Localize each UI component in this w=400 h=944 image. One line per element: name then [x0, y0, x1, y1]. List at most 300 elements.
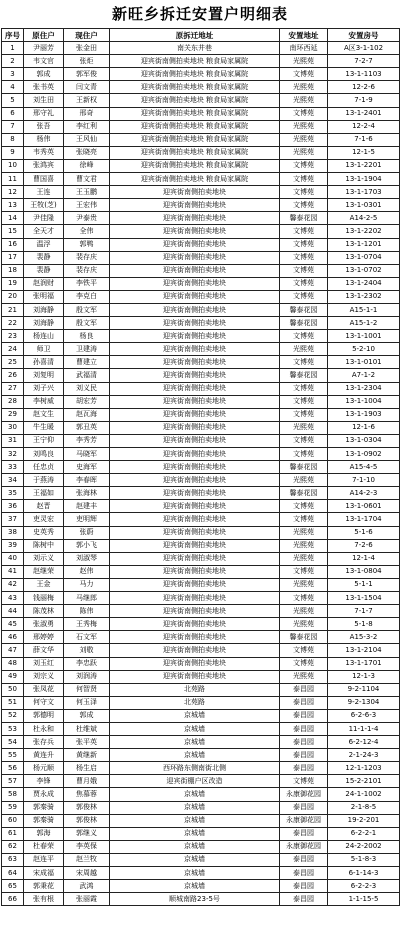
table-row [2, 644, 400, 657]
table-row [2, 120, 400, 133]
cell-current-resident: 赵伟 [64, 565, 110, 578]
cell-original-address: 迎宾街南侧拍卖地块 [110, 592, 280, 605]
cell-index: 41 [2, 565, 24, 578]
cell-room-number: 5-1-8-3 [328, 853, 400, 866]
cell-room-number: 5-1-8 [328, 618, 400, 631]
table-row [2, 277, 400, 290]
cell-original-address: 迎宾街南侧拍卖地块 [110, 500, 280, 513]
cell-original-address: 迎宾街南侧拍卖地块 粮食局家属院 [110, 120, 280, 133]
cell-original-resident: 邢婷婷 [24, 631, 64, 644]
cell-original-address: 迎宾街南侧拍卖地块 [110, 317, 280, 330]
cell-resettlement-address: 光熙苑 [280, 605, 328, 618]
cell-resettlement-address: 泰昌园 [280, 749, 328, 762]
cell-current-resident: 卫建涛 [64, 343, 110, 356]
cell-original-resident: 刘海静 [24, 317, 64, 330]
cell-original-address: 迎宾街南侧拍卖地块 [110, 513, 280, 526]
cell-room-number: 13-1-0101 [328, 356, 400, 369]
cell-resettlement-address: 泰昌园 [280, 867, 328, 880]
cell-original-resident: 钱丽梅 [24, 592, 64, 605]
cell-original-resident: 李锋 [24, 775, 64, 788]
cell-resettlement-address: 馨泰花园 [280, 461, 328, 474]
cell-original-resident: 刘宗义 [24, 670, 64, 683]
cell-current-resident: 马晓军 [64, 448, 110, 461]
cell-room-number: A14-2-5 [328, 212, 400, 225]
cell-room-number: 19-2-201 [328, 814, 400, 827]
cell-resettlement-address: 泰昌园 [280, 762, 328, 775]
cell-original-resident: 温浮 [24, 238, 64, 251]
cell-index: 24 [2, 343, 24, 356]
table-row [2, 186, 400, 199]
cell-current-resident: 何智贤 [64, 683, 110, 696]
cell-original-address: 京城墙 [110, 736, 280, 749]
table-row [2, 631, 400, 644]
cell-resettlement-address: 馨泰花园 [280, 369, 328, 382]
cell-resettlement-address: 文博苑 [280, 434, 328, 447]
cell-resettlement-address: 光熙苑 [280, 94, 328, 107]
cell-original-address: 迎宾街南侧拍卖地块 [110, 644, 280, 657]
cell-original-address: 京城墙 [110, 788, 280, 801]
cell-resettlement-address: 文博苑 [280, 277, 328, 290]
cell-resettlement-address: 文博苑 [280, 500, 328, 513]
cell-room-number: 12-1-6 [328, 421, 400, 434]
cell-room-number: 13-1-2202 [328, 225, 400, 238]
cell-room-number: 13-1-1201 [328, 238, 400, 251]
cell-room-number: 7-1-10 [328, 474, 400, 487]
cell-index: 57 [2, 775, 24, 788]
cell-room-number: 6-2-12-4 [328, 736, 400, 749]
cell-original-resident: 孙喜清 [24, 356, 64, 369]
cell-current-resident: 郭军俊 [64, 68, 110, 81]
cell-original-resident: 黄连升 [24, 749, 64, 762]
table-row [2, 840, 400, 853]
table-row [2, 500, 400, 513]
cell-current-resident: 杜维斌 [64, 722, 110, 735]
cell-resettlement-address: 光熙苑 [280, 578, 328, 591]
cell-current-resident: 李铁平 [64, 277, 110, 290]
cell-index: 19 [2, 277, 24, 290]
cell-index: 37 [2, 513, 24, 526]
cell-resettlement-address: 文博苑 [280, 356, 328, 369]
cell-current-resident: 李英保 [64, 840, 110, 853]
table-row [2, 382, 400, 395]
cell-room-number: 9-2-1304 [328, 696, 400, 709]
cell-original-address: 迎宾街南侧拍卖地块 [110, 251, 280, 264]
cell-resettlement-address: 泰昌园 [280, 801, 328, 814]
cell-room-number: 7-1-6 [328, 133, 400, 146]
cell-original-address: 迎宾街南侧拍卖地块 粮食局家属院 [110, 133, 280, 146]
cell-original-address: 迎宾街南侧拍卖地块 粮食局家属院 [110, 107, 280, 120]
cell-resettlement-address: 文博苑 [280, 68, 328, 81]
cell-room-number: 15-2-2101 [328, 775, 400, 788]
cell-resettlement-address: 光熙苑 [280, 343, 328, 356]
cell-resettlement-address: 光熙苑 [280, 421, 328, 434]
cell-original-address: 京城墙 [110, 801, 280, 814]
cell-room-number: 7-1-7 [328, 605, 400, 618]
cell-resettlement-address: 文博苑 [280, 173, 328, 186]
table-row [2, 592, 400, 605]
cell-original-resident: 李树威 [24, 395, 64, 408]
cell-room-number: 13-1-2104 [328, 644, 400, 657]
table-row [2, 578, 400, 591]
cell-current-resident: 杨生启 [64, 762, 110, 775]
cell-index: 26 [2, 369, 24, 382]
table-row [2, 722, 400, 735]
cell-original-address: 迎宾街南侧拍卖地块 [110, 618, 280, 631]
cell-original-address: 迎宾街南侧拍卖地块 [110, 434, 280, 447]
cell-resettlement-address: 文博苑 [280, 238, 328, 251]
table-row [2, 55, 400, 68]
cell-room-number: 13-1-1701 [328, 657, 400, 670]
cell-resettlement-address: 南环西延 [280, 42, 328, 55]
cell-index: 40 [2, 552, 24, 565]
cell-room-number: 12-1-4 [328, 552, 400, 565]
cell-room-number: 13-1-2201 [328, 159, 400, 172]
cell-original-resident: 王金 [24, 578, 64, 591]
table-row [2, 461, 400, 474]
cell-current-resident: 殷文军 [64, 317, 110, 330]
cell-room-number: 13-1-2404 [328, 277, 400, 290]
cell-index: 9 [2, 146, 24, 159]
page-title: 新旺乡拆迁安置户明细表 [111, 5, 288, 23]
cell-room-number: 6-1-14-3 [328, 867, 400, 880]
cell-current-resident: 李秀芳 [64, 434, 110, 447]
table-row [2, 107, 400, 120]
cell-room-number: 6-2-2-1 [328, 827, 400, 840]
cell-room-number: 13-1-0804 [328, 565, 400, 578]
table-row [2, 251, 400, 264]
cell-original-resident: 赵晋 [24, 500, 64, 513]
cell-original-address: 西环路东侧南街北侧 [110, 762, 280, 775]
table-row [2, 880, 400, 893]
cell-original-address: 京城墙 [110, 853, 280, 866]
table-header-row [2, 29, 400, 42]
cell-original-resident: 刘海静 [24, 303, 64, 316]
cell-original-resident: 张淑勇 [24, 618, 64, 631]
cell-resettlement-address: 泰昌园 [280, 722, 328, 735]
table-row [2, 212, 400, 225]
cell-room-number: 13-1-0601 [328, 500, 400, 513]
cell-current-resident: 武鸿 [64, 880, 110, 893]
cell-index: 18 [2, 264, 24, 277]
header-current-resident: 现住户 [64, 29, 110, 42]
cell-original-address: 迎宾街南侧拍卖地块 [110, 605, 280, 618]
table-row [2, 657, 400, 670]
cell-original-resident: 杨伟 [24, 133, 64, 146]
cell-original-address: 迎宾街南侧拍卖地块 [110, 238, 280, 251]
table-row [2, 81, 400, 94]
cell-room-number: 2-1-24-3 [328, 749, 400, 762]
cell-index: 60 [2, 814, 24, 827]
cell-current-resident: 郭成 [64, 709, 110, 722]
cell-resettlement-address: 泰昌园 [280, 853, 328, 866]
cell-original-address: 迎宾街南侧拍卖地块 [110, 186, 280, 199]
cell-resettlement-address: 永康御花园 [280, 788, 328, 801]
cell-room-number: 9-2-1104 [328, 683, 400, 696]
table-row [2, 853, 400, 866]
cell-original-address: 迎宾街南侧拍卖地块 [110, 382, 280, 395]
table-row [2, 356, 400, 369]
cell-original-address: 迎宾街南侧拍卖地块 [110, 578, 280, 591]
cell-current-resident: 徐峰 [64, 159, 110, 172]
cell-original-resident: 郭德明 [24, 709, 64, 722]
cell-room-number: A区3-1-102 [328, 42, 400, 55]
cell-original-address: 迎宾街南侧拍卖地块 [110, 565, 280, 578]
cell-resettlement-address: 馨泰花园 [280, 487, 328, 500]
cell-resettlement-address: 文博苑 [280, 657, 328, 670]
cell-index: 66 [2, 893, 24, 906]
table-row [2, 788, 400, 801]
cell-original-resident: 尹佳隆 [24, 212, 64, 225]
cell-resettlement-address: 馨泰花园 [280, 212, 328, 225]
cell-original-resident: 裴静 [24, 264, 64, 277]
cell-index: 52 [2, 709, 24, 722]
cell-original-resident: 赵润财 [24, 277, 64, 290]
table-row [2, 264, 400, 277]
cell-current-resident: 殷文军 [64, 303, 110, 316]
cell-original-resident: 曹国喜 [24, 173, 64, 186]
table-row [2, 893, 400, 906]
cell-index: 58 [2, 788, 24, 801]
cell-resettlement-address: 文博苑 [280, 330, 328, 343]
cell-original-address: 迎宾街南侧拍卖地块 粮食局家属院 [110, 146, 280, 159]
cell-index: 56 [2, 762, 24, 775]
cell-resettlement-address: 光熙苑 [280, 55, 328, 68]
table-row [2, 670, 400, 683]
cell-current-resident: 宋周越 [64, 867, 110, 880]
cell-index: 29 [2, 408, 24, 421]
cell-original-resident: 杨连山 [24, 330, 64, 343]
cell-original-address: 迎宾街南侧拍卖地块 粮食局家属院 [110, 173, 280, 186]
cell-room-number: 13-1-1903 [328, 408, 400, 421]
cell-index: 38 [2, 526, 24, 539]
cell-current-resident: 张炬 [64, 55, 110, 68]
cell-resettlement-address: 永康御花园 [280, 814, 328, 827]
table-row [2, 801, 400, 814]
cell-index: 30 [2, 421, 24, 434]
cell-current-resident: 张丽霞 [64, 893, 110, 906]
cell-resettlement-address: 光熙苑 [280, 120, 328, 133]
cell-room-number: 5-1-1 [328, 578, 400, 591]
cell-original-resident: 杜永和 [24, 722, 64, 735]
cell-original-resident: 张有根 [24, 893, 64, 906]
table-row [2, 474, 400, 487]
cell-resettlement-address: 光熙苑 [280, 81, 328, 94]
cell-current-resident: 李克白 [64, 290, 110, 303]
cell-room-number: 1-1-15-5 [328, 893, 400, 906]
cell-resettlement-address: 文博苑 [280, 644, 328, 657]
cell-original-address: 迎宾街南侧拍卖地块 [110, 421, 280, 434]
header-room-number: 安置房号 [328, 29, 400, 42]
cell-original-resident: 王牧(芝) [24, 199, 64, 212]
cell-current-resident: 马继郎 [64, 592, 110, 605]
cell-original-resident: 张存兵 [24, 736, 64, 749]
cell-index: 8 [2, 133, 24, 146]
cell-room-number: A15-1-1 [328, 303, 400, 316]
cell-index: 55 [2, 749, 24, 762]
cell-room-number: 13-1-1704 [328, 513, 400, 526]
cell-index: 7 [2, 120, 24, 133]
cell-index: 17 [2, 251, 24, 264]
cell-index: 44 [2, 605, 24, 618]
cell-index: 1 [2, 42, 24, 55]
cell-room-number: 12-1-1203 [328, 762, 400, 775]
cell-current-resident: 胡宏芳 [64, 395, 110, 408]
cell-original-resident: 任忠贞 [24, 461, 64, 474]
header-original-address: 原拆迁地址 [110, 29, 280, 42]
table-row [2, 199, 400, 212]
cell-room-number: 13-1-0304 [328, 434, 400, 447]
cell-index: 42 [2, 578, 24, 591]
cell-original-resident: 郭成 [24, 68, 64, 81]
table-row [2, 552, 400, 565]
cell-original-address: 迎宾街南侧拍卖地块 [110, 670, 280, 683]
cell-original-resident: 牛生暖 [24, 421, 64, 434]
cell-original-address: 迎宾街南侧拍卖地块 粮食局家属院 [110, 55, 280, 68]
cell-current-resident: 刘敬 [64, 644, 110, 657]
cell-original-resident: 郭秉花 [24, 880, 64, 893]
table-row [2, 605, 400, 618]
cell-original-address: 迎宾街南侧拍卖地块 [110, 552, 280, 565]
table-row [2, 696, 400, 709]
cell-current-resident: 王风仙 [64, 133, 110, 146]
cell-index: 25 [2, 356, 24, 369]
cell-index: 28 [2, 395, 24, 408]
cell-index: 43 [2, 592, 24, 605]
cell-current-resident: 裴存庆 [64, 264, 110, 277]
cell-index: 61 [2, 827, 24, 840]
cell-original-resident: 张书英 [24, 81, 64, 94]
cell-current-resident: 刘义民 [64, 382, 110, 395]
table-row [2, 487, 400, 500]
cell-current-resident: 王玉鹏 [64, 186, 110, 199]
cell-resettlement-address: 文博苑 [280, 448, 328, 461]
cell-current-resident: 马力 [64, 578, 110, 591]
cell-current-resident: 张金田 [64, 42, 110, 55]
cell-original-resident: 王福如 [24, 487, 64, 500]
cell-current-resident: 李忠跃 [64, 657, 110, 670]
cell-original-address: 迎宾街南侧拍卖地块 [110, 199, 280, 212]
cell-original-resident: 裴静 [24, 251, 64, 264]
cell-original-resident: 杜春荣 [24, 840, 64, 853]
cell-current-resident: 曹建立 [64, 356, 110, 369]
cell-original-resident: 何守文 [24, 696, 64, 709]
cell-resettlement-address: 泰昌园 [280, 696, 328, 709]
cell-room-number: 13-1-0702 [328, 264, 400, 277]
table-row [2, 867, 400, 880]
table-row [2, 303, 400, 316]
cell-original-resident: 赵连平 [24, 853, 64, 866]
table-row [2, 434, 400, 447]
cell-index: 5 [2, 94, 24, 107]
table-row [2, 369, 400, 382]
cell-resettlement-address: 馨泰花园 [280, 317, 328, 330]
table-row [2, 827, 400, 840]
cell-original-address: 迎宾街南侧拍卖地块 [110, 356, 280, 369]
cell-original-address: 迎宾街南侧拍卖地块 [110, 526, 280, 539]
cell-original-resident: 张凤花 [24, 683, 64, 696]
table-row [2, 421, 400, 434]
cell-current-resident: 李红利 [64, 120, 110, 133]
cell-original-resident: 邢守礼 [24, 107, 64, 120]
cell-current-resident: 黄继新 [64, 749, 110, 762]
cell-index: 27 [2, 382, 24, 395]
cell-resettlement-address: 光熙苑 [280, 474, 328, 487]
cell-original-resident: 王连 [24, 186, 64, 199]
cell-index: 53 [2, 722, 24, 735]
cell-original-address: 迎宾街南侧拍卖地块 [110, 461, 280, 474]
cell-current-resident: 赵瓦海 [64, 408, 110, 421]
cell-original-address: 京城墙 [110, 814, 280, 827]
cell-original-resident: 吏灵宏 [24, 513, 64, 526]
cell-room-number: 12-1-3 [328, 670, 400, 683]
cell-current-resident: 石文军 [64, 631, 110, 644]
cell-resettlement-address: 文博苑 [280, 225, 328, 238]
cell-current-resident: 何玉泽 [64, 696, 110, 709]
table-row [2, 709, 400, 722]
cell-current-resident: 郭俊林 [64, 801, 110, 814]
cell-current-resident: 武福清 [64, 369, 110, 382]
table-row [2, 159, 400, 172]
cell-original-address: 迎宾街南侧拍卖地块 粮食局家属院 [110, 68, 280, 81]
cell-original-address: 京城墙 [110, 880, 280, 893]
table-row [2, 683, 400, 696]
cell-room-number: 5-2-10 [328, 343, 400, 356]
cell-room-number: 13-1-1004 [328, 395, 400, 408]
cell-resettlement-address: 文博苑 [280, 382, 328, 395]
cell-original-address: 迎宾街南侧拍卖地块 [110, 369, 280, 382]
cell-index: 12 [2, 186, 24, 199]
cell-resettlement-address: 文博苑 [280, 159, 328, 172]
cell-current-resident: 吏明辉 [64, 513, 110, 526]
table-row [2, 814, 400, 827]
cell-original-address: 迎宾街南侧拍卖地块 [110, 225, 280, 238]
cell-room-number: 11-1-1-4 [328, 722, 400, 735]
table-row [2, 343, 400, 356]
table-row [2, 762, 400, 775]
cell-room-number: 12-2-6 [328, 81, 400, 94]
cell-index: 47 [2, 644, 24, 657]
cell-index: 50 [2, 683, 24, 696]
cell-index: 31 [2, 434, 24, 447]
cell-index: 35 [2, 487, 24, 500]
table-row [2, 395, 400, 408]
cell-current-resident: 张海林 [64, 487, 110, 500]
cell-room-number: 12-2-4 [328, 120, 400, 133]
cell-room-number: 13-1-2302 [328, 290, 400, 303]
cell-current-resident: 郭俊林 [64, 814, 110, 827]
cell-index: 11 [2, 173, 24, 186]
cell-original-address: 迎宾街南侧拍卖地块 [110, 408, 280, 421]
cell-index: 39 [2, 539, 24, 552]
table-row [2, 68, 400, 81]
cell-current-resident: 赵建丰 [64, 500, 110, 513]
cell-resettlement-address: 光熙苑 [280, 618, 328, 631]
cell-original-resident: 刘子兴 [24, 382, 64, 395]
cell-resettlement-address: 文博苑 [280, 186, 328, 199]
cell-current-resident: 曹月娥 [64, 775, 110, 788]
cell-index: 49 [2, 670, 24, 683]
cell-resettlement-address: 泰昌园 [280, 893, 328, 906]
cell-room-number: 6-2-6-3 [328, 709, 400, 722]
cell-original-address: 迎宾街南侧拍卖地块 粮食局家属院 [110, 159, 280, 172]
cell-resettlement-address: 泰昌园 [280, 709, 328, 722]
cell-index: 10 [2, 159, 24, 172]
cell-current-resident: 赵兰牧 [64, 853, 110, 866]
table-row [2, 133, 400, 146]
cell-original-resident: 刘复明 [24, 369, 64, 382]
cell-original-address: 迎宾街南侧拍卖地块 [110, 395, 280, 408]
table-row [2, 173, 400, 186]
